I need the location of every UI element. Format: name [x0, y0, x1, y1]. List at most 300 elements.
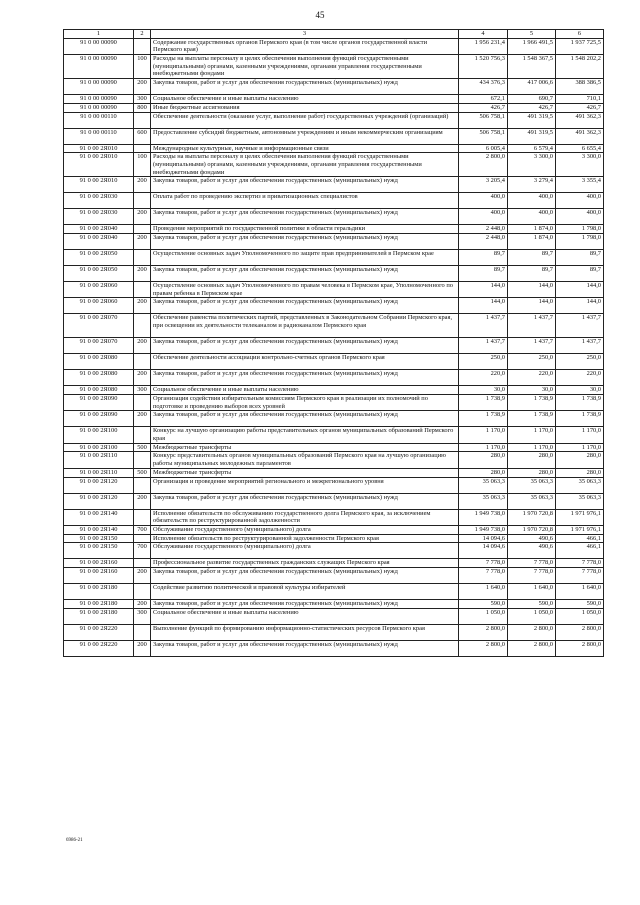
- cell-v3: 426,7: [556, 103, 604, 112]
- cell-type: 800: [134, 103, 151, 112]
- table-row: [64, 525, 604, 534]
- table-row: [64, 559, 604, 568]
- cell-v2: 2 800,0: [508, 624, 556, 640]
- table-row: [64, 79, 604, 95]
- cell-v1: 1 949 738,0: [459, 509, 508, 525]
- cell-type: [134, 314, 151, 338]
- cell-desc: Межбюджетные трансферты: [151, 468, 459, 477]
- cell-v3: 1 738,9: [556, 395, 604, 411]
- table-row: [64, 509, 604, 525]
- cell-type: 200: [134, 209, 151, 225]
- cell-code: 91 0 00 00090: [64, 95, 134, 104]
- cell-v3: 144,0: [556, 298, 604, 314]
- cell-type: [134, 193, 151, 209]
- cell-v1: 2 800,0: [459, 624, 508, 640]
- cell-type: 200: [134, 265, 151, 281]
- cell-v2: 250,0: [508, 354, 556, 370]
- budget-table: [63, 29, 604, 657]
- table-row: [64, 477, 604, 493]
- cell-desc: Содержание государственных органов Пермского края (в том числе органов государственной власти Пермского края): [151, 38, 459, 54]
- cell-type: [134, 281, 151, 297]
- cell-v1: 280,0: [459, 468, 508, 477]
- cell-v2: 1 548 367,5: [508, 55, 556, 79]
- cell-v3: 1 937 725,5: [556, 38, 604, 54]
- cell-code: 91 0 00 2Я180: [64, 608, 134, 624]
- cell-v2: 417 006,6: [508, 79, 556, 95]
- column-header: 5: [508, 30, 556, 39]
- cell-v2: 1 738,9: [508, 395, 556, 411]
- cell-type: 700: [134, 525, 151, 534]
- cell-desc: Обслуживание государственного (муниципального) долга: [151, 525, 459, 534]
- cell-desc: Международные культурные, научные и информационные связи: [151, 144, 459, 153]
- cell-v1: 1 738,9: [459, 411, 508, 427]
- table-row: [64, 468, 604, 477]
- table-row: [64, 395, 604, 411]
- cell-code: 91 0 00 2Я050: [64, 265, 134, 281]
- table-row: [64, 583, 604, 599]
- cell-type: 300: [134, 608, 151, 624]
- cell-v3: 1 971 976,1: [556, 509, 604, 525]
- table-row: [64, 493, 604, 509]
- table-row: [64, 128, 604, 144]
- cell-v2: 30,0: [508, 386, 556, 395]
- cell-v2: 1 970 720,8: [508, 509, 556, 525]
- cell-desc: Обеспечение деятельности ассоциации контрольно-счетных органов Пермского края: [151, 354, 459, 370]
- cell-code: 91 0 00 2Я140: [64, 509, 134, 525]
- cell-v1: 672,1: [459, 95, 508, 104]
- cell-type: [134, 534, 151, 543]
- cell-type: 200: [134, 233, 151, 249]
- cell-v2: 280,0: [508, 468, 556, 477]
- cell-desc: Исполнение обязательств по обслуживанию государственного долга Пермского края, за исключением обязательств по реструктурированной задолженности: [151, 509, 459, 525]
- cell-v2: 690,7: [508, 95, 556, 104]
- cell-v1: 400,0: [459, 209, 508, 225]
- cell-v2: 89,7: [508, 265, 556, 281]
- cell-type: [134, 477, 151, 493]
- page-number: 45: [315, 10, 325, 20]
- cell-desc: Конкурс представительных органов муниципальных образований Пермского края на лучшую организацию работы муниципальных молодежных парламентов: [151, 452, 459, 468]
- cell-v1: 2 800,0: [459, 640, 508, 656]
- cell-desc: Обслуживание государственного (муниципального) долга: [151, 543, 459, 559]
- cell-v1: 6 005,4: [459, 144, 508, 153]
- cell-v1: 89,7: [459, 249, 508, 265]
- cell-v2: 144,0: [508, 298, 556, 314]
- table-row: [64, 567, 604, 583]
- column-header: 1: [64, 30, 134, 39]
- table-row: [64, 370, 604, 386]
- cell-v1: 506 758,1: [459, 128, 508, 144]
- cell-v2: 3 279,4: [508, 177, 556, 193]
- cell-v1: 1 956 231,4: [459, 38, 508, 54]
- cell-v2: 1 966 491,5: [508, 38, 556, 54]
- cell-v3: 710,1: [556, 95, 604, 104]
- table-row: [64, 177, 604, 193]
- table-row: [64, 281, 604, 297]
- table-row: [64, 314, 604, 338]
- cell-code: 91 0 00 2Я090: [64, 395, 134, 411]
- table-row: [64, 112, 604, 128]
- cell-desc: Расходы на выплаты персоналу в целях обеспечения выполнения функций государственными (муниципальными) органами, казенными учреждениями, органами управления государственными внебюджетными фондами: [151, 55, 459, 79]
- cell-code: 91 0 00 2Я080: [64, 354, 134, 370]
- cell-v2: 1 050,0: [508, 608, 556, 624]
- cell-type: 100: [134, 55, 151, 79]
- cell-v2: 490,6: [508, 534, 556, 543]
- cell-code: 91 0 00 2Я150: [64, 534, 134, 543]
- cell-v2: 220,0: [508, 370, 556, 386]
- cell-type: 200: [134, 493, 151, 509]
- cell-v3: 7 778,0: [556, 559, 604, 568]
- cell-desc: Закупка товаров, работ и услуг для обеспечения государственных (муниципальных) нужд: [151, 599, 459, 608]
- table-row: [64, 193, 604, 209]
- cell-v1: 35 063,3: [459, 477, 508, 493]
- cell-v1: 89,7: [459, 265, 508, 281]
- cell-desc: Закупка товаров, работ и услуг для обеспечения государственных (муниципальных) нужд: [151, 338, 459, 354]
- document-footer-code: 6986-21: [66, 838, 83, 843]
- cell-v2: 7 778,0: [508, 559, 556, 568]
- cell-v3: 6 655,4: [556, 144, 604, 153]
- cell-v2: 35 063,3: [508, 493, 556, 509]
- cell-type: 300: [134, 95, 151, 104]
- cell-code: 91 0 00 2Я070: [64, 338, 134, 354]
- cell-type: 200: [134, 599, 151, 608]
- cell-type: [134, 112, 151, 128]
- cell-v3: 1 798,0: [556, 233, 604, 249]
- cell-desc: Осуществление основных задач Уполномоченного по защите прав предпринимателей в Пермском крае: [151, 249, 459, 265]
- cell-code: 91 0 00 2Я220: [64, 640, 134, 656]
- cell-v3: 1 548 202,2: [556, 55, 604, 79]
- cell-v2: 1 640,0: [508, 583, 556, 599]
- cell-v3: 491 362,3: [556, 128, 604, 144]
- column-header: 2: [134, 30, 151, 39]
- cell-v2: 426,7: [508, 103, 556, 112]
- column-header: 6: [556, 30, 604, 39]
- cell-code: 91 0 00 2Я140: [64, 525, 134, 534]
- cell-type: 500: [134, 443, 151, 452]
- cell-type: [134, 427, 151, 443]
- cell-desc: Предоставление субсидий бюджетным, автономным учреждениям и иным некоммерческим организациям: [151, 128, 459, 144]
- cell-code: 91 0 00 2Я040: [64, 225, 134, 234]
- table-row: [64, 225, 604, 234]
- cell-v1: 506 758,1: [459, 112, 508, 128]
- cell-type: [134, 624, 151, 640]
- cell-v3: 250,0: [556, 354, 604, 370]
- table-row: [64, 534, 604, 543]
- cell-code: 91 0 00 2Я160: [64, 559, 134, 568]
- cell-code: 91 0 00 2Я100: [64, 443, 134, 452]
- table-row: [64, 153, 604, 177]
- cell-v3: 280,0: [556, 468, 604, 477]
- cell-v1: 2 448,0: [459, 225, 508, 234]
- cell-v3: 1 640,0: [556, 583, 604, 599]
- cell-v1: 7 778,0: [459, 567, 508, 583]
- cell-type: [134, 452, 151, 468]
- table-row: [64, 55, 604, 79]
- cell-code: 91 0 00 2Я030: [64, 209, 134, 225]
- cell-v3: 400,0: [556, 193, 604, 209]
- cell-v1: 426,7: [459, 103, 508, 112]
- cell-desc: Межбюджетные трансферты: [151, 443, 459, 452]
- cell-desc: Организация и проведение мероприятий регионального и межрегионального уровня: [151, 477, 459, 493]
- cell-code: 91 0 00 2Я120: [64, 477, 134, 493]
- cell-v3: 1 738,9: [556, 411, 604, 427]
- table-row: [64, 209, 604, 225]
- cell-v3: 89,7: [556, 265, 604, 281]
- cell-v3: 466,1: [556, 534, 604, 543]
- cell-v3: 89,7: [556, 249, 604, 265]
- cell-code: 91 0 00 00090: [64, 38, 134, 54]
- cell-code: 91 0 00 2Я070: [64, 314, 134, 338]
- cell-v2: 1 874,0: [508, 233, 556, 249]
- cell-v1: 35 063,3: [459, 493, 508, 509]
- cell-v3: 35 063,3: [556, 493, 604, 509]
- cell-v2: 1 874,0: [508, 225, 556, 234]
- cell-v2: 3 300,0: [508, 153, 556, 177]
- cell-type: [134, 249, 151, 265]
- cell-v1: 1 170,0: [459, 427, 508, 443]
- cell-desc: Закупка товаров, работ и услуг для обеспечения государственных (муниципальных) нужд: [151, 411, 459, 427]
- cell-desc: Исполнение обязательств по реструктурированной задолженности Пермского края: [151, 534, 459, 543]
- cell-desc: Обеспечение деятельности (оказание услуг, выполнение работ) государственных учреждений (организаций): [151, 112, 459, 128]
- cell-type: 200: [134, 177, 151, 193]
- cell-v3: 1 971 976,1: [556, 525, 604, 534]
- cell-code: 91 0 00 2Я160: [64, 567, 134, 583]
- cell-code: 91 0 00 2Я100: [64, 427, 134, 443]
- cell-type: [134, 583, 151, 599]
- cell-type: 700: [134, 543, 151, 559]
- cell-desc: Выполнение функций по формированию информационно-статистических ресурсов Пермского края: [151, 624, 459, 640]
- cell-v3: 35 063,3: [556, 477, 604, 493]
- cell-v1: 14 094,6: [459, 534, 508, 543]
- cell-v3: 388 386,5: [556, 79, 604, 95]
- cell-type: 200: [134, 370, 151, 386]
- cell-desc: Закупка товаров, работ и услуг для обеспечения государственных (муниципальных) нужд: [151, 640, 459, 656]
- table-row: [64, 443, 604, 452]
- cell-code: 91 0 00 2Я090: [64, 411, 134, 427]
- cell-desc: Осуществление основных задач Уполномоченного по правам человека в Пермском крае, Уполномоченного по правам ребенка в Пермском крае: [151, 281, 459, 297]
- cell-desc: Содействие развитию политической и правовой культуры избирателей: [151, 583, 459, 599]
- cell-v3: 1 798,0: [556, 225, 604, 234]
- table-row: [64, 233, 604, 249]
- cell-v1: 1 050,0: [459, 608, 508, 624]
- cell-desc: Закупка товаров, работ и услуг для обеспечения государственных (муниципальных) нужд: [151, 233, 459, 249]
- cell-v3: 1 170,0: [556, 443, 604, 452]
- cell-type: [134, 38, 151, 54]
- cell-type: 200: [134, 567, 151, 583]
- cell-code: 91 0 00 2Я110: [64, 452, 134, 468]
- cell-code: 91 0 00 2Я110: [64, 468, 134, 477]
- cell-v2: 7 778,0: [508, 567, 556, 583]
- cell-code: 91 0 00 2Я040: [64, 233, 134, 249]
- cell-v2: 89,7: [508, 249, 556, 265]
- table-row: [64, 411, 604, 427]
- cell-v2: 144,0: [508, 281, 556, 297]
- cell-code: 91 0 00 2Я050: [64, 249, 134, 265]
- cell-code: 91 0 00 00090: [64, 103, 134, 112]
- cell-code: 91 0 00 2Я030: [64, 193, 134, 209]
- cell-v1: 1 437,7: [459, 338, 508, 354]
- cell-desc: Социальное обеспечение и иные выплаты населению: [151, 608, 459, 624]
- table-row: [64, 427, 604, 443]
- cell-v2: 280,0: [508, 452, 556, 468]
- cell-type: 500: [134, 468, 151, 477]
- cell-v1: 1 520 756,3: [459, 55, 508, 79]
- cell-v3: 3 300,0: [556, 153, 604, 177]
- cell-v2: 1 738,9: [508, 411, 556, 427]
- cell-desc: Расходы на выплаты персоналу в целях обеспечения выполнения функций государственными (муниципальными) органами, казенными учреждениями, органами управления государственными внебюджетными фондами: [151, 153, 459, 177]
- cell-desc: Закупка товаров, работ и услуг для обеспечения государственных (муниципальных) нужд: [151, 177, 459, 193]
- cell-code: 91 0 00 00110: [64, 112, 134, 128]
- cell-v3: 400,0: [556, 209, 604, 225]
- cell-v1: 1 949 738,0: [459, 525, 508, 534]
- cell-v2: 590,0: [508, 599, 556, 608]
- cell-v2: 1 437,7: [508, 314, 556, 338]
- cell-code: 91 0 00 2Я220: [64, 624, 134, 640]
- cell-v1: 144,0: [459, 281, 508, 297]
- cell-code: 91 0 00 2Я180: [64, 583, 134, 599]
- cell-v1: 1 640,0: [459, 583, 508, 599]
- cell-desc: Проведение мероприятий по государственной политике в области геральдики: [151, 225, 459, 234]
- cell-code: 91 0 00 00110: [64, 128, 134, 144]
- cell-v3: 1 050,0: [556, 608, 604, 624]
- table-row: [64, 599, 604, 608]
- cell-desc: Иные бюджетные ассигнования: [151, 103, 459, 112]
- cell-type: 200: [134, 79, 151, 95]
- cell-v1: 7 778,0: [459, 559, 508, 568]
- cell-v3: 144,0: [556, 281, 604, 297]
- cell-v2: 1 970 720,8: [508, 525, 556, 534]
- cell-v1: 220,0: [459, 370, 508, 386]
- cell-v1: 2 448,0: [459, 233, 508, 249]
- cell-type: 300: [134, 386, 151, 395]
- cell-type: 200: [134, 411, 151, 427]
- cell-v3: 590,0: [556, 599, 604, 608]
- table-row: [64, 354, 604, 370]
- cell-code: 91 0 00 2Я080: [64, 386, 134, 395]
- cell-desc: Закупка товаров, работ и услуг для обеспечения государственных (муниципальных) нужд: [151, 567, 459, 583]
- table-row: [64, 103, 604, 112]
- column-header: 3: [151, 30, 459, 39]
- cell-v1: 250,0: [459, 354, 508, 370]
- cell-v3: 1 170,0: [556, 427, 604, 443]
- cell-v2: 400,0: [508, 209, 556, 225]
- cell-v1: 1 738,9: [459, 395, 508, 411]
- table-row: [64, 95, 604, 104]
- cell-desc: Закупка товаров, работ и услуг для обеспечения государственных (муниципальных) нужд: [151, 79, 459, 95]
- cell-type: [134, 144, 151, 153]
- cell-v3: 7 778,0: [556, 567, 604, 583]
- cell-v1: 2 800,0: [459, 153, 508, 177]
- table-row: [64, 452, 604, 468]
- cell-code: 91 0 00 2Я010: [64, 144, 134, 153]
- cell-v3: 220,0: [556, 370, 604, 386]
- cell-v1: 590,0: [459, 599, 508, 608]
- cell-code: 91 0 00 2Я010: [64, 177, 134, 193]
- cell-v3: 2 800,0: [556, 624, 604, 640]
- cell-v1: 1 170,0: [459, 443, 508, 452]
- cell-v1: 434 376,3: [459, 79, 508, 95]
- table-row: [64, 543, 604, 559]
- cell-type: 100: [134, 153, 151, 177]
- table-row: [64, 338, 604, 354]
- cell-desc: Конкурс на лучшую организацию работы представительных органов муниципальных образований Пермского края: [151, 427, 459, 443]
- cell-type: [134, 225, 151, 234]
- cell-v2: 1 437,7: [508, 338, 556, 354]
- cell-type: [134, 354, 151, 370]
- cell-v2: 1 170,0: [508, 443, 556, 452]
- cell-v2: 6 579,4: [508, 144, 556, 153]
- cell-v2: 491 319,5: [508, 128, 556, 144]
- cell-v1: 1 437,7: [459, 314, 508, 338]
- cell-type: [134, 509, 151, 525]
- table-row: [64, 144, 604, 153]
- table-row: [64, 624, 604, 640]
- cell-code: 91 0 00 00090: [64, 55, 134, 79]
- table-row: [64, 265, 604, 281]
- cell-v1: 3 205,4: [459, 177, 508, 193]
- cell-v2: 491 319,5: [508, 112, 556, 128]
- cell-type: [134, 395, 151, 411]
- cell-code: 91 0 00 2Я120: [64, 493, 134, 509]
- cell-desc: Закупка товаров, работ и услуг для обеспечения государственных (муниципальных) нужд: [151, 370, 459, 386]
- table-row: [64, 298, 604, 314]
- cell-type: [134, 559, 151, 568]
- table-header-row: [64, 30, 604, 39]
- table-row: [64, 38, 604, 54]
- cell-desc: Закупка товаров, работ и услуг для обеспечения государственных (муниципальных) нужд: [151, 493, 459, 509]
- cell-desc: Организация содействия избирательным комиссиям Пермского края в реализации их полномочий по подготовке и проведению выборов всех уровней: [151, 395, 459, 411]
- cell-v2: 1 170,0: [508, 427, 556, 443]
- cell-type: 600: [134, 128, 151, 144]
- cell-desc: Социальное обеспечение и иные выплаты населению: [151, 386, 459, 395]
- cell-v3: 1 437,7: [556, 314, 604, 338]
- cell-v2: 490,6: [508, 543, 556, 559]
- cell-v2: 35 063,3: [508, 477, 556, 493]
- cell-v3: 2 800,0: [556, 640, 604, 656]
- cell-type: 200: [134, 640, 151, 656]
- cell-type: 200: [134, 338, 151, 354]
- cell-desc: Закупка товаров, работ и услуг для обеспечения государственных (муниципальных) нужд: [151, 298, 459, 314]
- cell-v3: 3 355,4: [556, 177, 604, 193]
- cell-v1: 30,0: [459, 386, 508, 395]
- cell-code: 91 0 00 2Я060: [64, 298, 134, 314]
- table-row: [64, 249, 604, 265]
- table-row: [64, 386, 604, 395]
- cell-v3: 491 362,3: [556, 112, 604, 128]
- cell-code: 91 0 00 2Я060: [64, 281, 134, 297]
- cell-v3: 1 437,7: [556, 338, 604, 354]
- cell-desc: Профессиональное развитие государственных гражданских служащих Пермского края: [151, 559, 459, 568]
- column-header: 4: [459, 30, 508, 39]
- cell-type: 200: [134, 298, 151, 314]
- cell-v1: 280,0: [459, 452, 508, 468]
- cell-code: 91 0 00 2Я080: [64, 370, 134, 386]
- cell-desc: Закупка товаров, работ и услуг для обеспечения государственных (муниципальных) нужд: [151, 209, 459, 225]
- cell-desc: Оплата работ по проведению экспертиз и приватизационных специалистов: [151, 193, 459, 209]
- cell-code: 91 0 00 00090: [64, 79, 134, 95]
- cell-desc: Закупка товаров, работ и услуг для обеспечения государственных (муниципальных) нужд: [151, 265, 459, 281]
- cell-code: 91 0 00 2Я010: [64, 153, 134, 177]
- cell-v3: 466,1: [556, 543, 604, 559]
- cell-desc: Социальное обеспечение и иные выплаты населению: [151, 95, 459, 104]
- cell-v1: 14 094,6: [459, 543, 508, 559]
- cell-desc: Обеспечение равенства политических партий, представленных в Законодательном Собрании Пермского края, при освещении их деятельности телеканалом и радиоканалом Пермского края: [151, 314, 459, 338]
- cell-v3: 30,0: [556, 386, 604, 395]
- cell-v1: 400,0: [459, 193, 508, 209]
- cell-v1: 144,0: [459, 298, 508, 314]
- cell-code: 91 0 00 2Я150: [64, 543, 134, 559]
- table-row: [64, 640, 604, 656]
- cell-code: 91 0 00 2Я180: [64, 599, 134, 608]
